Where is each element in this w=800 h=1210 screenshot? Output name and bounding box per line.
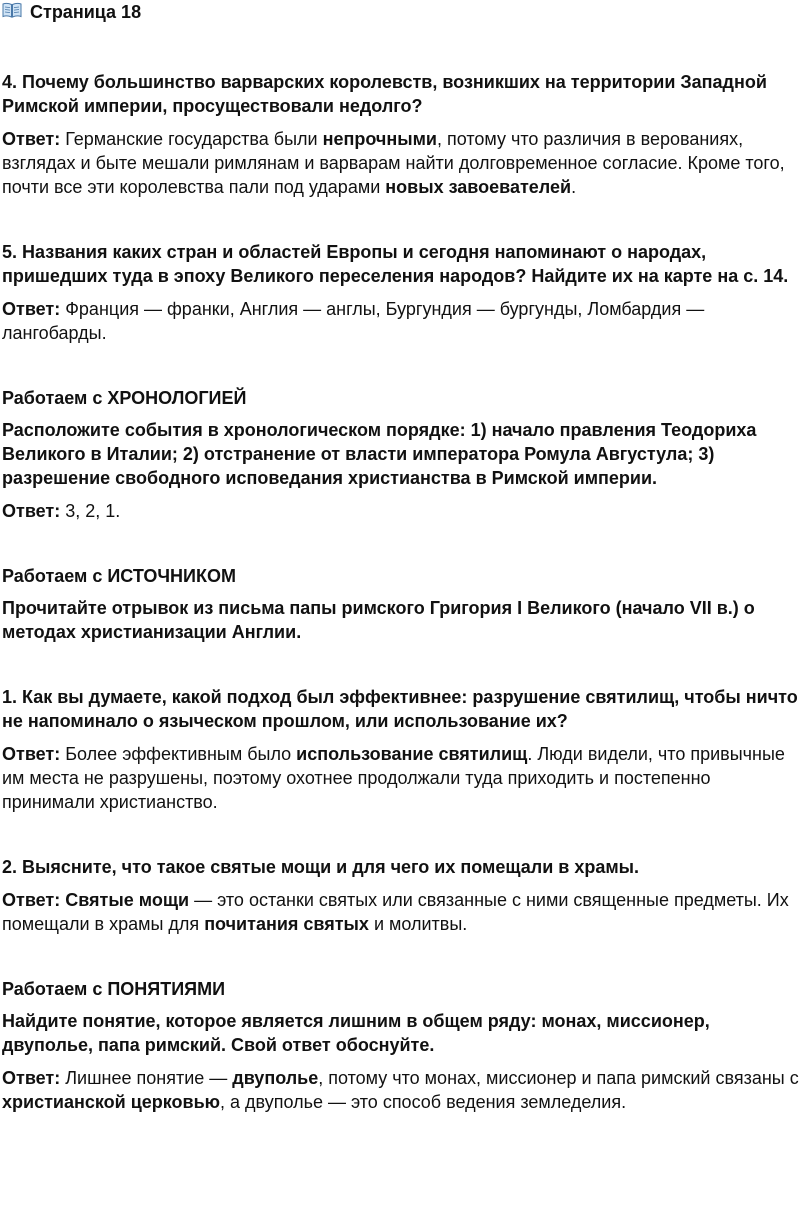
open-book-icon-graphic xyxy=(2,2,22,18)
answer-highlight: новых завоевателей xyxy=(385,177,572,197)
answer-highlight: двуполье xyxy=(232,1068,319,1088)
chronology-answer xyxy=(2,499,800,523)
answer-text: . Люди видели, что привычные им места не разрушены, поэтому охотнее продолжали туда приходить и постепенно принимали христианство. xyxy=(2,744,785,812)
source-answer-2 xyxy=(2,888,800,936)
source-question-2: 2. Выясните, что такое святые мощи и для чего их помещали в храмы. xyxy=(2,857,640,877)
answer-text: и молитвы. xyxy=(368,914,468,934)
concepts-task: Найдите понятие, которое является лишним в общем ряду: монах, миссионер, двуполье, папа римский. Свой ответ обоснуйте. xyxy=(2,1011,710,1055)
source-task: Прочитайте отрывок из письма папы римского Григория I Великого (начало VII в.) о методах христианизации Англии. xyxy=(2,598,755,642)
page-title: Страница 18 xyxy=(30,2,142,22)
answer-text: , потому что различия в верованиях, взглядах и быте мешали римлянам и варварам найти долговременное согласие. Кроме того, почти все эти королевства пали под ударами xyxy=(2,129,785,197)
question-5: 5. Названия каких стран и областей Европы и сегодня напоминают о народах, пришедших туда в эпоху Великого переселения народов? Найдите их на карте на с. 14. xyxy=(2,242,789,286)
answer-label: Ответ: xyxy=(2,744,61,764)
answer-label: Ответ: xyxy=(2,299,61,319)
answer-label: Ответ: Святые мощи xyxy=(2,890,190,910)
answer-text: Лишнее понятие — xyxy=(60,1068,233,1088)
answer-text: . xyxy=(571,177,577,197)
question-4: 4. Почему большинство варварских королевств, возникших на территории Западной Римской империи, просуществовали недолго? xyxy=(2,72,767,116)
section-title-source: Работаем с ИСТОЧНИКОМ xyxy=(2,566,236,586)
source-question-1: 1. Как вы думаете, какой подход был эффективнее: разрушение святилищ, чтобы ничто не напоминало о языческом прошлом, или использование их? xyxy=(2,687,798,731)
answer-highlight: непрочными xyxy=(322,129,437,149)
answer-label: Ответ: xyxy=(2,501,61,521)
section-title-chronology: Работаем с ХРОНОЛОГИЕЙ xyxy=(2,388,247,408)
section-title-concepts: Работаем с ПОНЯТИЯМИ xyxy=(2,979,226,999)
answer-label: Ответ: xyxy=(2,1068,61,1088)
open-book-icon xyxy=(2,2,24,23)
chronology-task: Расположите события в хронологическом порядке: 1) начало правления Теодориха Великого в Италии; 2) отстранение от власти императора Ромула Августула; 3) разрешение свободного исповедания христианства в Римской империи. xyxy=(2,420,757,488)
concepts-answer xyxy=(2,1066,800,1114)
answer-label: Ответ: xyxy=(2,129,61,149)
answer-5 xyxy=(2,297,800,345)
answer-highlight: христианской церковью xyxy=(2,1092,221,1112)
answer-text: Германские государства были xyxy=(60,129,323,149)
answer-text: — это останки святых или связанные с ними священные предметы. Их помещали в храмы для xyxy=(2,890,789,934)
source-answer-1 xyxy=(2,742,800,814)
page-header xyxy=(2,0,800,24)
answer-text: , потому что монах, миссионер и папа римский связаны с xyxy=(318,1068,799,1088)
answer-text: Франция — франки, Англия — англы, Бургундия — бургунды, Ломбардия — лангобарды. xyxy=(2,299,705,343)
answer-4 xyxy=(2,127,800,199)
answer-text: , а двуполье — это способ ведения земледелия. xyxy=(220,1092,627,1112)
answer-highlight: почитания святых xyxy=(204,914,369,934)
answer-highlight: использование святилищ xyxy=(296,744,528,764)
answer-text: 3, 2, 1. xyxy=(60,501,121,521)
answer-text: Более эффективным было xyxy=(60,744,297,764)
